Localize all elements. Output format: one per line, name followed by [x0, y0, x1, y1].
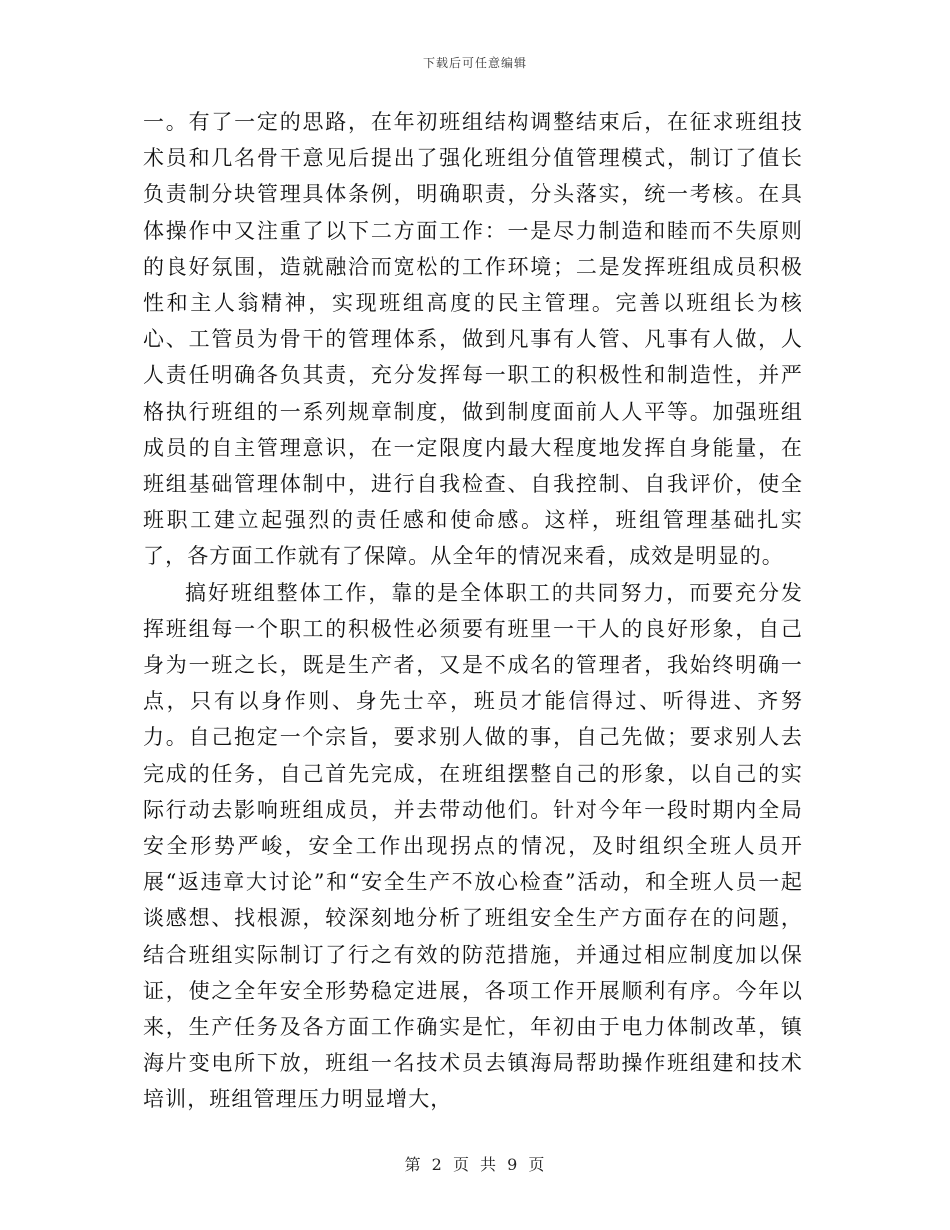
paragraph: 搞好班组整体工作，靠的是全体职工的共同努力，而要充分发挥班组每一个职工的积极性必须要有班里一干人的良好形象，自己身为一班之长，既是生产者，又是不成名的管理者，我始终明确一点，只有以身作则、身先士卒，班员才能信得过、听得进、齐努力。自己抱定一个宗旨，要求别人做的事，自己先做；要求别人去完成的任务，自己首先完成，在班组摆整自己的形象，以自己的实际行动去影响班组成员，并去带动他们。针对今年一段时期内全局安全形势严峻，安全工作出现拐点的情况，及时组织全班人员开展“返违章大讨论”和“安全生产不放心检查”活动，和全班人员一起谈感想、找根源，较深刻地分析了班组安全生产方面存在的问题，结合班组实际制订了行之有效的防范措施，并通过相应制度加以保证，使之全年安全形势稳定进展，各项工作开展顺利有序。今年以来，生产任务及各方面工作确实是忙，年初由于电力体制改革，镇海片变电所下放，班组一名技术员去镇海局帮助操作班组建和技术培训，班组管理压力明显增大，: [143, 580, 803, 1112]
document-body: [143, 104, 803, 1118]
page-number-footer: 第 2 页 共 9 页: [404, 1155, 546, 1174]
paragraph: 一。有了一定的思路，在年初班组结构调整结束后，在征求班组技术员和几名骨干意见后提出了强化班组分值管理模式，制订了值长负责制分块管理具体条例，明确职责，分头落实，统一考核。在具体操作中又注重了以下二方面工作：一是尽力制造和睦而不失原则的良好氛围，造就融洽而宽松的工作环境；二是发挥班组成员积极性和主人翁精神，实现班组高度的民主管理。完善以班组长为核心、工管员为骨干的管理体系，做到凡事有人管、凡事有人做，人人责任明确各负其责，充分发挥每一职工的积极性和制造性，并严格执行班组的一系列规章制度，做到制度面前人人平等。加强班组成员的自主管理意识，在一定限度内最大程度地发挥自身能量，在班组基础管理体制中，进行自我检查、自我控制、自我评价，使全班职工建立起强烈的责任感和使命感。这样，班组管理基础扎实了，各方面工作就有了保障。从全年的情况来看，成效是明显的。: [143, 110, 803, 569]
page-header-note: 下载后可任意编辑: [422, 56, 527, 70]
